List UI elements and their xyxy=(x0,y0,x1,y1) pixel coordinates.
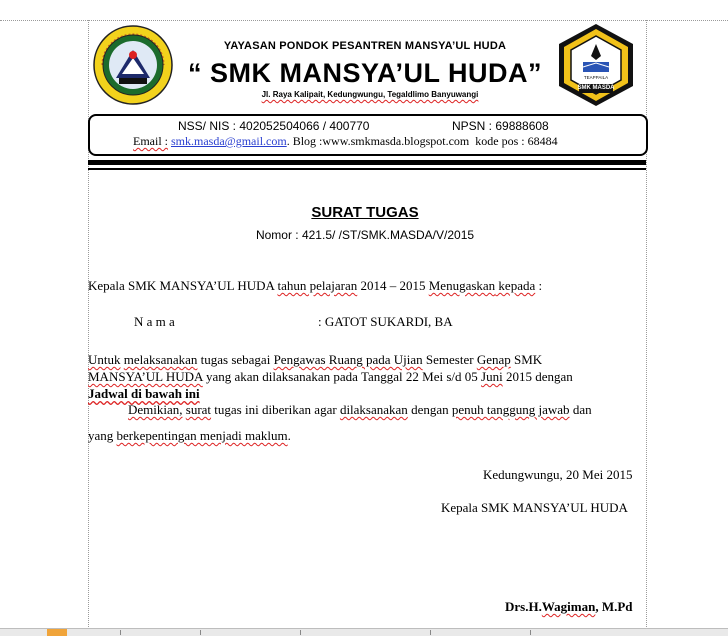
contact-box xyxy=(88,114,648,156)
body-5c: . xyxy=(287,428,291,443)
address-text: Jl. Raya Kalipait, Kedungwungu, Tegaldlimo Banyuwangi xyxy=(261,90,479,99)
body-4c: surat xyxy=(185,402,212,417)
body-1f: Semester xyxy=(422,352,477,367)
body-line-1 xyxy=(88,352,645,368)
body-5b: berkepentingan menjadi maklum xyxy=(116,428,288,443)
body-4g: penuh tanggung jawab xyxy=(451,402,570,417)
body-4a: Demikian, xyxy=(128,402,183,417)
header-rule-thick xyxy=(88,160,646,165)
top-margin-guide xyxy=(0,20,728,21)
signatory-name-c: , M.Pd xyxy=(595,599,633,614)
header-rule-thin xyxy=(88,168,646,170)
toolbar-divider xyxy=(120,630,121,635)
body-1c: melaksanakan xyxy=(123,352,198,367)
body-line-4 xyxy=(128,402,592,418)
body-1e: Pengawas Ruang pada Ujian xyxy=(273,352,423,367)
intro-text-a: Kepala SMK MANSYA’UL HUDA xyxy=(88,278,278,293)
contact-web-group xyxy=(133,134,558,149)
body-1a: Untuk xyxy=(88,352,121,367)
email-label: Email : xyxy=(133,134,168,148)
school-name: “ SMK MANSYA’UL HUDA” xyxy=(187,58,543,88)
document-number: Nomor : 421.5/ /ST/SMK.MASDA/V/2015 xyxy=(255,228,475,242)
body-4f: dengan xyxy=(407,402,452,417)
npsn: NPSN : 69888608 xyxy=(452,119,549,133)
nss-nis: NSS/ NIS : 402052504066 / 400770 xyxy=(178,119,370,133)
body-1g: Genap xyxy=(476,352,511,367)
body-1d: tugas sebagai xyxy=(197,352,274,367)
intro-text-b: tahun pelajaran xyxy=(277,278,358,293)
document-title: SURAT TUGAS xyxy=(311,204,419,221)
intro-text-d: Menugaskan xyxy=(428,278,496,293)
toolbar-divider xyxy=(200,630,201,635)
email-link[interactable]: smk.masda@gmail.com xyxy=(171,134,287,148)
place-date: Kedungwungu, 20 Mei 2015 xyxy=(483,467,633,482)
body-2b: yang akan dilaksanakan pada Tanggal 22 Mei s/d 05 xyxy=(202,369,482,384)
body-line-5 xyxy=(88,428,291,444)
logo-small-text: TEAPPAILA xyxy=(583,75,609,80)
signatory-name xyxy=(505,599,633,615)
signatory-name-a: Drs.H. xyxy=(505,599,542,614)
intro-text-f: : xyxy=(535,278,543,293)
toolbar-divider xyxy=(530,630,531,635)
school-emblem-icon xyxy=(92,24,174,106)
school-address xyxy=(180,90,560,99)
body-4h: dan xyxy=(569,402,592,417)
schedule-text: Jadwal di bawah ini xyxy=(88,386,200,401)
postal-code: kode pos : 68484 xyxy=(475,134,558,148)
body-4d: tugas ini diberikan agar xyxy=(211,402,340,417)
body-5a: yang xyxy=(88,428,117,443)
signatory-title: Kepala SMK MANSYA’UL HUDA xyxy=(441,500,628,515)
body-1h: SMK xyxy=(510,352,543,367)
body-line-3 xyxy=(88,386,200,402)
logo-text: SMK MASDA xyxy=(577,85,615,91)
body-2a: MANSYA’UL HUDA xyxy=(88,369,203,384)
body-4e: dilaksanakan xyxy=(339,402,408,417)
intro-text-c: 2014 – 2015 xyxy=(357,278,429,293)
body-2d: 2015 dengan xyxy=(502,369,573,384)
toolbar-divider xyxy=(300,630,301,635)
name-value: : GATOT SUKARDI, BA xyxy=(318,314,453,329)
intro-text-e: kepada xyxy=(495,278,536,293)
smk-masda-shield-icon xyxy=(553,22,639,108)
toolbar-divider xyxy=(430,630,431,635)
intro-line xyxy=(88,278,542,294)
signatory-name-b: Wagiman xyxy=(541,599,596,614)
body-2c: Juni xyxy=(481,369,503,384)
blog-text: . Blog :www.smkmasda.blogspot.com xyxy=(286,134,470,148)
name-label: N a m a xyxy=(134,314,175,329)
right-margin-guide xyxy=(646,20,647,635)
left-margin-guide xyxy=(88,20,89,635)
body-line-2 xyxy=(88,369,573,385)
foundation-name: YAYASAN PONDOK PESANTREN MANSYA’UL HUDA xyxy=(223,40,507,52)
